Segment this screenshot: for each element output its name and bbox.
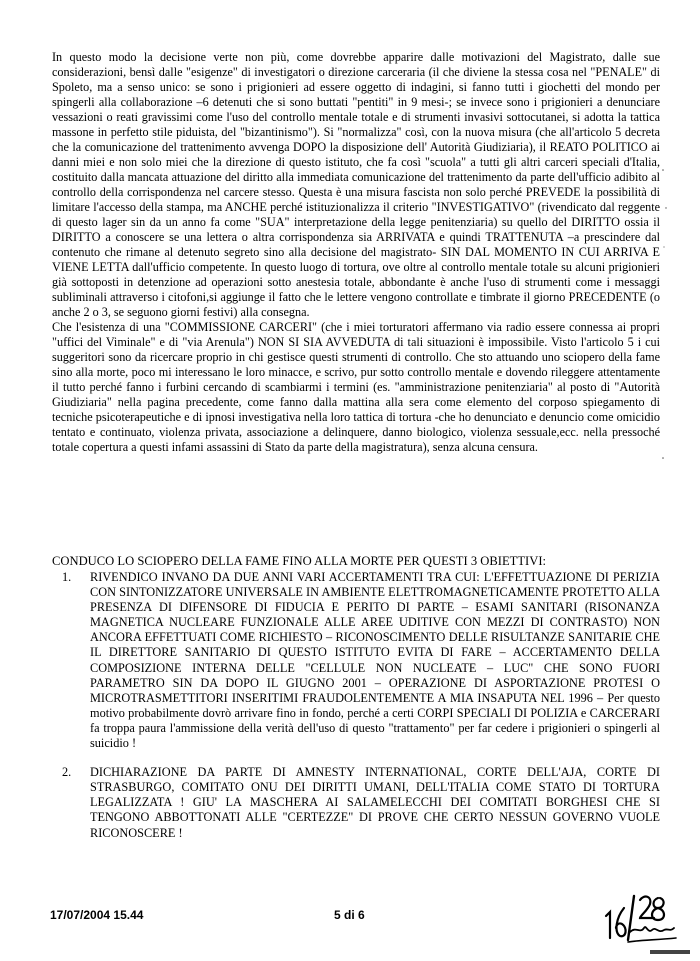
objective-text-upper: RIVENDICO INVANO DA DUE ANNI VARI ACCERTAMENTI TRA CUI: L'EFFETTUAZIONE DI PERIZIA CON SINTONIZZATORE UNIVERSALE IN AMBIENTE ELETTROMAGNETICAMENTE PROTETTO ALLA PRESENZA DI DIFENSORE DI FIDUCIA E PERITO DI PARTE – ESAMI SANITARI (RISONANZA MAGNETICA NUCLEARE FUNZIONALE ALLE AREE UDITIVE CON MEZZI DI CONTRASTO) NON ANCORA EFFETTUATI COME RICHIESTO – RICONOSCIMENTO DELLE RISULTANZE SANITARIE CHE IL DIRETTORE SANITARIO DI QUESTO ISTITUTO EVITA DI FARE – ACCERTAMENTO DELLA COMPOSIZIONE INTERNA DELLE "CELLULE NON NUCLEATE – LUC" CHE SONO FUORI PARAMETRO SIN DA DOPO IL GIUGNO 2001 – OPERAZIONE DI ASPORTAZIONE PROTESI O MICROTRASMETTITORI INSERITIMI FRAUDOLENTEMENTE A MIA INSAPUTA NEL 1996 <box>90 570 660 705</box>
objective-text-lower: – Per questo motivo probabilmente dovrò arrivare fino in fondo, perché a certi CORPI SPECIALI DI POLIZIA e CARCERARI fa troppa paura l'ammissione della verità dell'uso di questo "trattamento" per far cedere i prigionieri o spingerli al suicidio ! <box>90 690 660 751</box>
handwritten-signature-mark <box>600 878 680 948</box>
document-body <box>52 50 660 455</box>
footer-page-number: 5 di 6 <box>334 908 365 922</box>
objective-item <box>62 570 660 751</box>
objectives-list <box>62 570 660 841</box>
paragraph-1: In questo modo la decisione verte non più, come dovrebbe apparire dalle motivazioni del Magistrato, dalle sue considerazioni, bensì dalle "esigenze" di investigatori o direzione carceraria (il che diviene la stessa cosa nel "PENALE" di Spoleto, ma a senso unico: se sono i prigionieri ad essere oggetto di indagini, si fanno tutti i giochetti del mondo per spingerli alla collaborazione –6 detenuti che si sono buttati "pentiti" in 9 mesi-; se invece sono i prigionieri a denunciare vessazioni o reati gravissimi come l'uso del controllo mentale totale e di strumenti invasivi sottocutanei, si adotta la tattica massone in perfetto stile piduista, del "bizantinismo"). Si "normalizza" così, con la nuova misura (che all'articolo 5 decreta che la comunicazione del trattenimento avvenga DOPO la disposizione dell' Autorità Giudiziaria), il REATO POLITICO ai danni miei e non solo miei che la direzione di questo istituto, che fa così "scuola" a tutti gli altri carceri speciali d'Italia, costituito dalla mancata attuazione del diritto alla immediata comunicazione del trattenimento da parte dell'ufficio adibito al controllo della corrispondenza nel carcere stesso. Questa è una misura fascista non solo perché PREVEDE la possibilità di limitare l'accesso della stampa, ma ANCHE perché istituzionalizza il criterio "INVESTIGATIVO" (rivendicato dal reggente di questo lager sin da un anno fa come "SUA" interpretazione della legge penitenziaria) su quello del DIRITTO ossia il DIRITTO a conoscere se una lettera o altra corrispondenza sia ARRIVATA e quindi TRATTENUTA –a prescindere dal contenuto che rimane al detenuto segreto sino alla decisione del magistrato- SIN DAL MOMENTO IN CUI ARRIVA E VIENE LETTA dall'ufficio competente. In questo luogo di tortura, ove oltre al controllo mentale totale su alcuni prigionieri già sottoposti in detenzione ad operazioni sotto anestesia totale, abbondante è anche l'uso di strumenti come i messaggi subliminali attraverso i citofoni,si aggiunge il fatto che le lettere vengono controllate e timbrate il giorno PRECEDENTE (o anche 2 o 3, se seguono giorni festivi) alla consegna. <box>52 50 660 319</box>
objective-number: 1. <box>62 570 72 584</box>
objective-number: 2. <box>62 765 72 780</box>
paragraph-2: Che l'esistenza di una "COMMISSIONE CARCERI" (che i miei torturatori affermano via radio essere connessa ai propri "uffici del Viminale" e di "via Arenula") NON SI SIA AVVEDUTA di tali situazioni è impossibile. Visto l'articolo 5 i cui suggeritori sono da ricercare proprio in chi gestisce questi strumenti di controllo. Che sto attuando uno sciopero della fame sino alla morte, poco mi interessano le loro minacce, e scrivo, pur sotto controllo mentale e dovendo rileggere attentamente il tutto perché fanno i furbini cercando di scambiarmi i termini (es. "amministrazione penitenziaria" al posto di "Autorità Giudiziaria" nella pagina precedente, come fanno dalla mattina alla sera come elemento del corposo spiegamento di tecniche psicoterapeutiche e di ipnosi investigativa nella loro tattica di tortura -che ho denunciato e denuncio come omicidio tentato e continuato, violenza privata, associazione a delinquere, danno biologico, violenza sessuale,ecc. nella pressoché totale copertura a questi infami assassini di Stato da parte della magistratura), senza alcuna censura. <box>52 320 660 454</box>
objective-text-upper: DICHIARAZIONE DA PARTE DI AMNESTY INTERNATIONAL, CORTE DELL'AJA, CORTE DI STRASBURGO, COMITATO ONU DEI DIRITTI UMANI, DELL'ITALIA COME STATO DI TORTURA LEGALIZZATA ! GIU' LA MASCHERA AI SALAMELECCHI DEI COMITATI BORGHESI CHE SI TENGONO ABBOTTONATI ALLE "CERTEZZE" DI PROVE CHE CERTO NESSUN GOVERNO VUOLE RICONOSCERE ! <box>90 765 660 840</box>
objectives-heading: CONDUCO LO SCIOPERO DELLA FAME FINO ALLA MORTE PER QUESTI 3 OBIETTIVI: <box>52 554 547 568</box>
objective-item <box>62 765 660 840</box>
footer-datetime: 17/07/2004 15.44 <box>50 908 144 922</box>
